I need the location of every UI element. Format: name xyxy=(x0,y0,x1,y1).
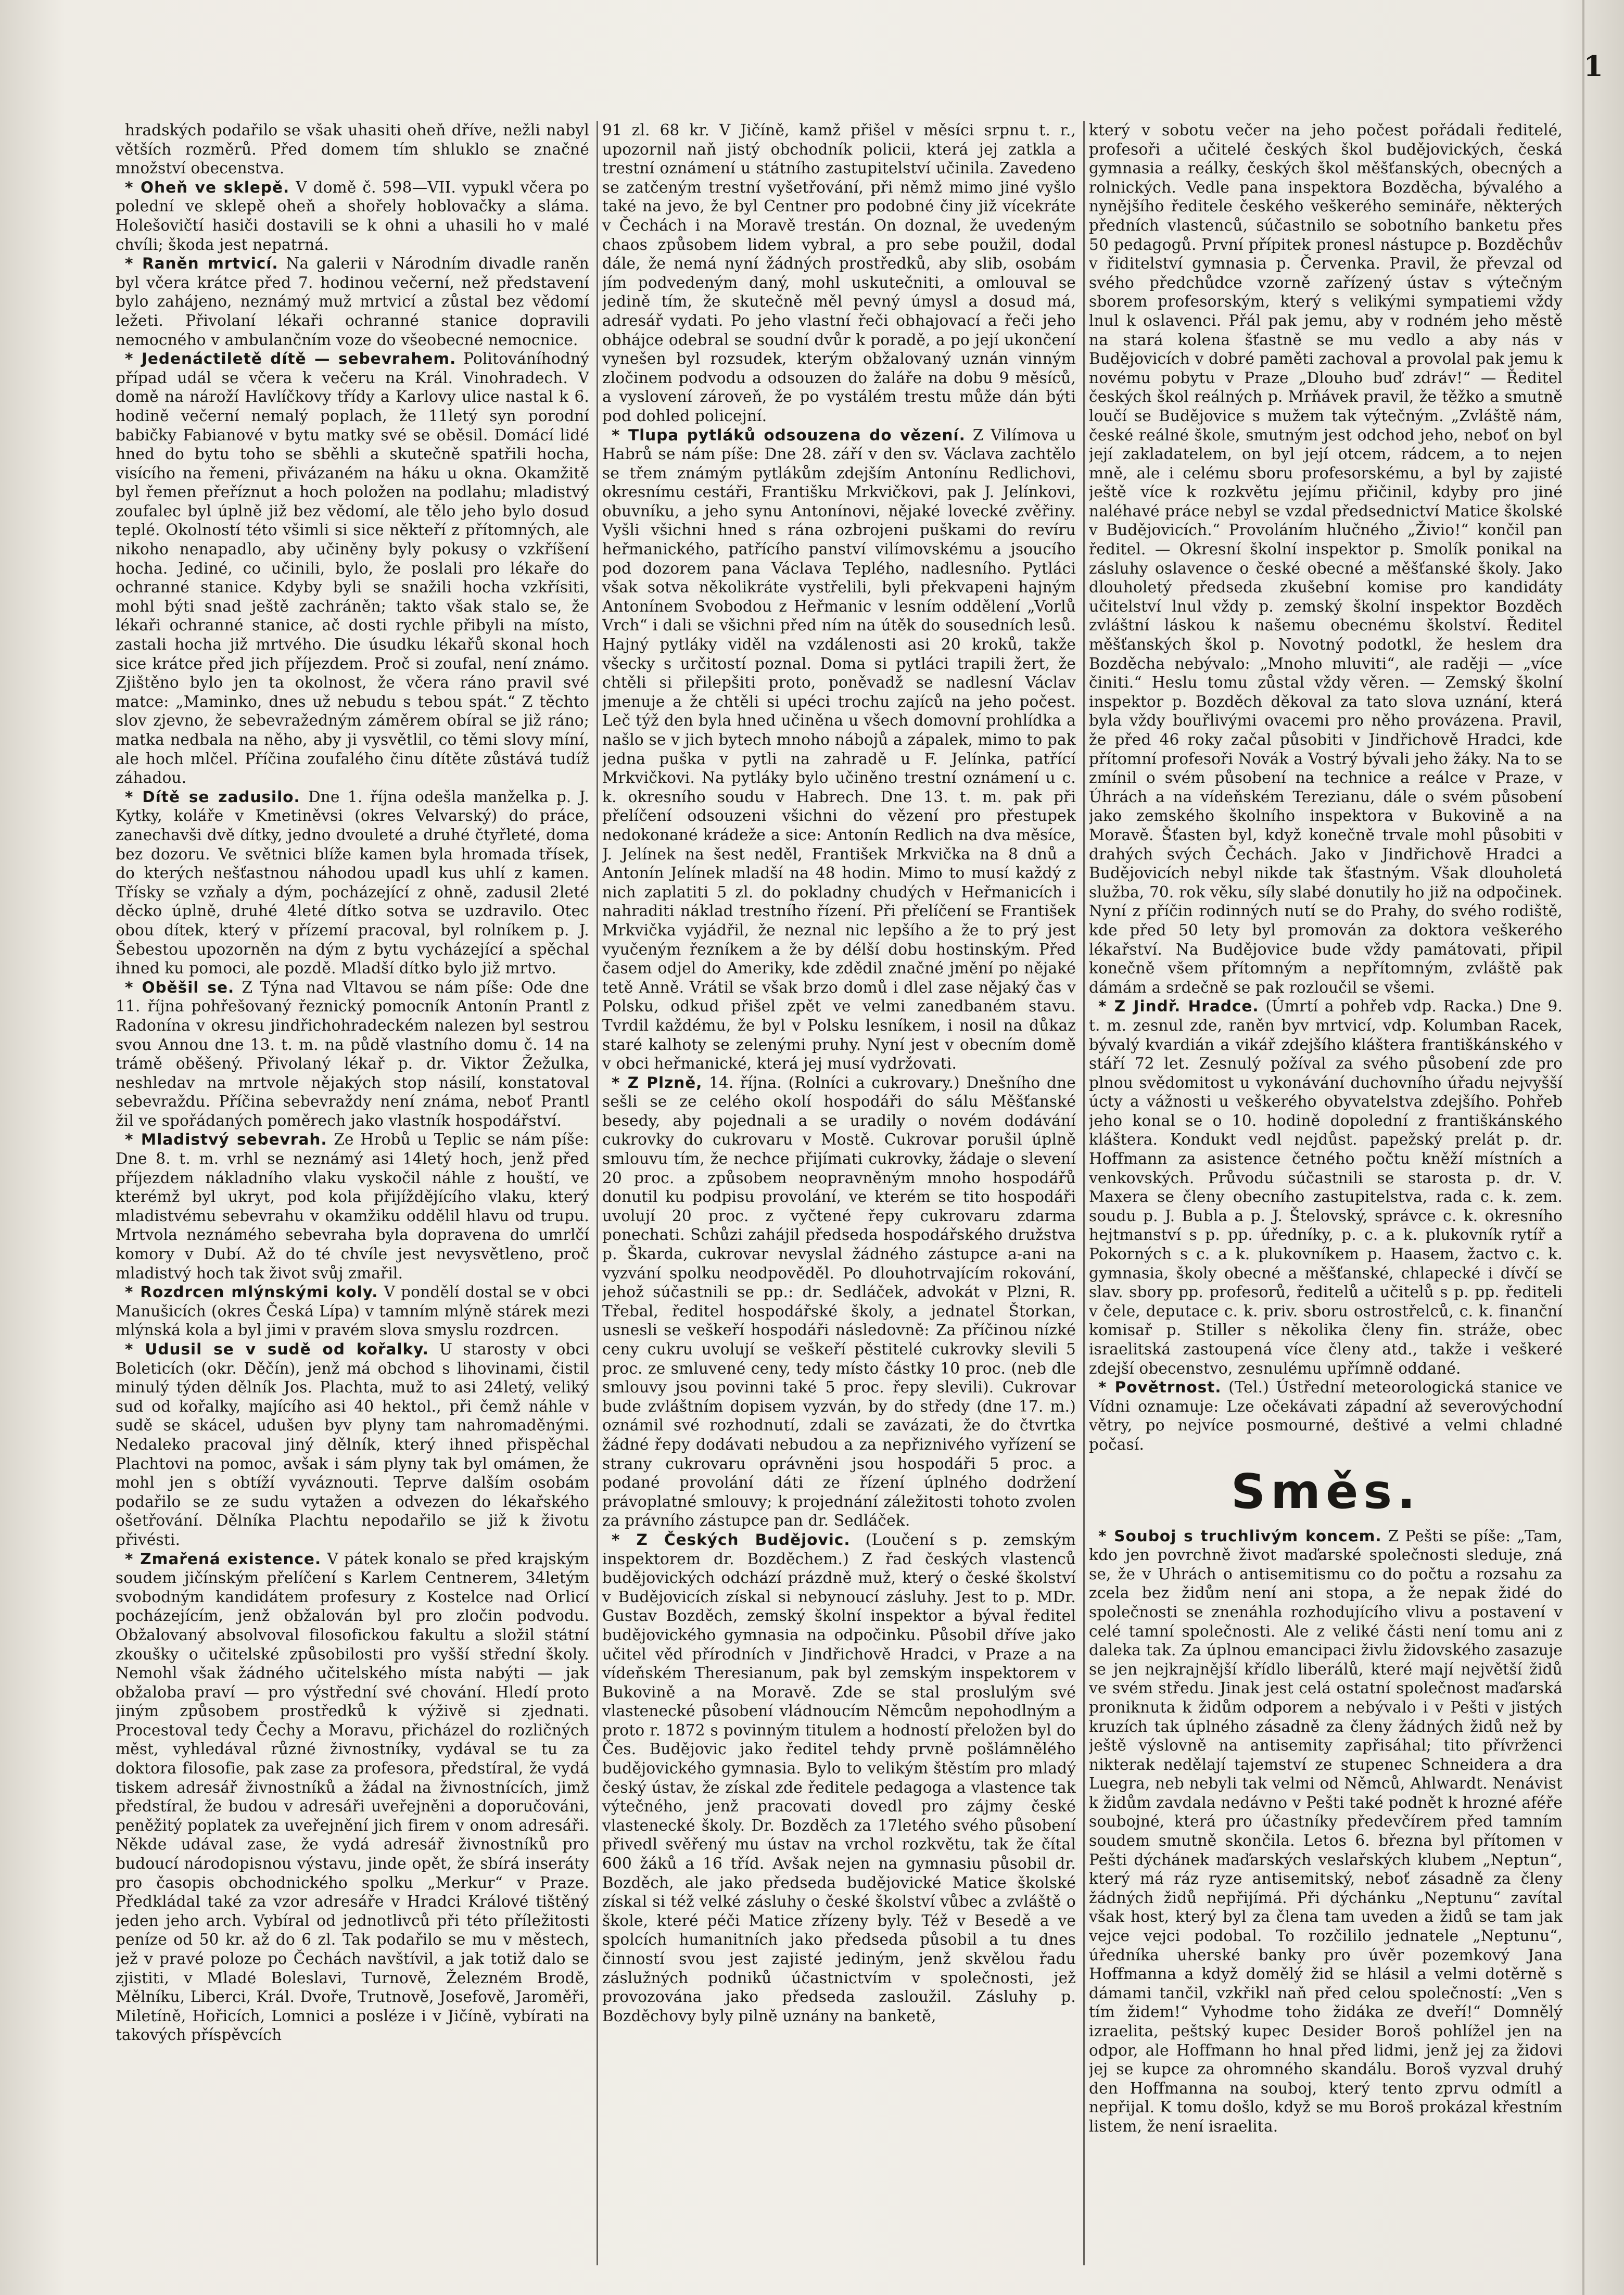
article-paragraph xyxy=(116,349,589,788)
article-paragraph xyxy=(116,788,589,978)
article-headline: * Z Českých Budějovic. xyxy=(612,1530,851,1549)
article-paragraph xyxy=(116,121,589,178)
article-text: Na galerii v Národním divadle raněn byl včera krátce před 7. hodinou večerní, než představení bylo zahájeno, neznámý muž mrtvicí a zůstal bez vědomí ležeti. Přivolaní lékaři ochranné stanice dopravili nemocného v ambulančním voze do všeobecné nemocnice. xyxy=(116,255,589,349)
article-headline: * Zmařená existence. xyxy=(125,1550,322,1568)
article-paragraph xyxy=(602,1530,1076,2025)
article-paragraph xyxy=(602,121,1076,426)
article-text: Z Vilímova u Habrů se nám píše: Dne 28. září v den sv. Václava zachtělo se třem známým pytlákům zdejším Antonínu Redlichovi, okresnímu cestáři, Františku Mrkvičkovi, pak J. Jelínkovi, obuvníku, a jeho synu Antonínovi, nějaké lovecké zvěřiny. Vyšli všichni hned s rána ozbrojeni puškami do revíru heřmanického, patřícího panství vilímovskému a jsoucího pod dozorem pana Václava Teplého, nadlesního. Pytláci však sotva několikráte vystřelili, byli překvapeni hajným Antonínem Svobodou z Heřmanic v lesním oddělení „Vorlů Vrch“ i dali se všichni před ním na útěk do sousedních lesů. Hajný pytláky viděl na vzdálenosti asi 20 kroků, takže všecky s určitostí poznal. Doma si pytláci trapili žert, že chtěli si přilepšiti proto, poněvadž se nadlesní Václav jmenuje a že chtěli si upéci trochu zajíců na jeho počest. Leč týž den byla hned učiněna u všech domovní prohlídka a našlo se v jich bytech mnoho nábojů a zápalek, mimo to pak jedna puška v pytli na zahradě u F. Jelínka, patřící Mrkvičkovi. Na pytláky bylo učiněno trestní oznámení u c. k. okresního soudu v Habrech. Dne 13. t. m. pak při přelíčení odsouzeni všichni do vězení pro přestupek nedokonané krádeže a sice: Antonín Redlich na dva měsíce, J. Jelínek na šest neděl, František Mrkvička na 8 dnů a Antonín Jelínek mladší na 48 hodin. Mimo to musí každý z nich zaplatiti 5 zl. do pokladny chudých v Heřmanicích i nahraditi náklad trestního řízení. Při přelíčení se František Mrkvička vyjádřil, že neznal nic lepšího a že to prý jest vyučeným řezníkem a že by délší dobu hostinským. Před časem odjel do Ameriky, kde zdědil značné jmění po nějaké tetě Anně. Vrátil se však brzo domů i dlel zase nějaký čas v Polsku, odkud přišel zpět ve velmi zanedbaném stavu. Tvrdil každému, že byl v Polsku lesníkem, i nosil na důkaz staré kalhoty se zelenými pruhy. Nyní jest v obecním domě v obci heřmanické, která jej musí vydržovati. xyxy=(602,426,1076,1073)
article-text: (Loučení s p. zemským inspektorem dr. Bozděchem.) Z řad českých vlastenců budějovických odchází prázdně muž, který o české školství v Budějovicích získal si nebynoucí zásluhy. Jest to p. MDr. Gustav Bozděch, zemský školní inspektor a býval ředitel budějovického gymnasia na odpočinku. Působil dříve jako učitel věd přírodních v Jindřichově Hradci, v Praze a na vídeňském Theresianum, pak byl zemským inspektorem v Bukovině a na Moravě. Zde se stal proslulým své vlastenecké působení vládnoucím Němcům nepohodlným a proto r. 1872 s povinným titulem a hodností přeložen byl do Čes. Budějovic jako ředitel tehdy prvně pošlámnělého budějovického gymnasia. Bylo to velikým štěstím pro mladý český ústav, že získal zde ředitele pedagoga a vlastence tak výtečného, jenž pracovati dovedl pro zájmy české vlastenecké školy. Dr. Bozděch za 17letého svého působení přivedl svěřený mu ústav na vrchol rozkvětu, tak že čítal 600 žáků a 16 tříd. Avšak nejen na gymnasiu působil dr. Bozděch, ale jako předseda budějovické Matice školské získal si též velké zásluhy o české školství vůbec a zvláště o škole, které péči Matice zřízeny byly. Též v Besedě a ve spolcích humanitních jako předseda působil a tu dnes činností svou jest zajisté jediným, jenž skvělou řadu záslužných podniků účastnictvím v společnosti, jež provozována jako předseda zasloužil. Zásluhy p. Bozděchovy byly pilně uznány na banketě, xyxy=(602,1530,1076,2025)
article-text: který v sobotu večer na jeho počest pořádali ředitelé, profesoři a učitelé českých škol budějovických, česká gymnasia a reálky, českých škol měšťanských, obecných a rolnických. Vedle pana inspektora Bozděcha, bývalého a nynějšího ředitele českého veškerého semináře, některých předních vlastenců, súčastnilo se sobotního banketu přes 50 pedagogů. První přípitek pronesl nástupce p. Bozděchův v řiditelství gymnasia p. Červenka. Pravil, že převzal od svého předchůdce vzorně zařízený ústav s výtečným sborem profesorským, který s velikými sympatiemi vždy lnul k oslavenci. Přál pak jemu, aby v rodném jeho městě na stará kolena šťastně se mu vedlo a aby nás v Budějovicích v dobré paměti zachoval a provolal pak jemu k novému pobytu v Praze „Dlouho buď zdráv!“ — Ředitel českých škol reálných p. Mrňávek pravil, že těžko a smutně loučí se Budějovice s mužem tak výtečným. „Zvláště nám, české reálné škole, smutným jest odchod jeho, neboť on byl její zakladatelem, on byl její otcem, rádcem, a to nejen mně, ale i celému sboru profesorskému, a byl by zajisté ještě více k rozkvětu jejímu přičinil, kdyby pro jiné naléhavé práce nebyl se vzdal předsednictví Matice školské v Budějovicích.“ Provoláním hlučného „Živio!“ končil pan ředitel. — Okresní školní inspektor p. Smolík ponikal na zásluhy oslavence o české obecné a měšťanské školy. Jako dlouholetý předseda zkušební komise pro kandidáty učitelství lnul vždy p. zemský školní inspektor Bozděch zvláštní láskou k našemu obecnému školství. Ředitel měšťanských škol p. Novotný podotkl, že heslem dra Bozděcha nebývalo: „Mnoho mluviti“, ale raději — „více činiti.“ Heslu tomu zůstal vždy věren. — Zemský školní inspektor p. Bozděch děkoval za tato slova uznání, která byla vždy bouřlivými ovacemi pro něho provázena. Pravil, že před 46 roky začal působiti v Jindřichově Hradci, kde přítomní profesoři Novák a Vostrý bývali jeho žáky. Na to se zmínil o svém působení na technice a reálce v Praze, v Úhrách a na vídeňském Terezianu, dále o svém působení jako zemského školního inspektora v Bukovině a na Moravě. Šťasten byl, když konečně trvale mohl působiti v drahých svých Čechách. Jako v Jindřichově Hradci a Budějovicích nebyl nikde tak šťastným. Však dlouholetá služba, 70. rok věku, síly slabé donutily ho již na odpočinek. Nyní z příčin rodinných nutí se do Prahy, do svého rodiště, kde před 50 lety byl promován za doktora veškerého lékařství. Na Budějovice bude vždy památovati, připil konečně všem přítomným a nepřítomným, zvláště pak dámám a srdečně se pak rozloučil se všemi. xyxy=(1089,121,1563,996)
article-headline: * Jedenáctiletě dítě — sebevrahem. xyxy=(125,350,456,368)
column-1 xyxy=(116,121,589,2265)
article-text: hradských podařilo se však uhasiti oheň dříve, nežli nabyl větších rozměrů. Před domem tím shluklo se značné množství obecenstva. xyxy=(116,121,589,177)
column-2 xyxy=(602,121,1076,2265)
section-heading-smes: Směs. xyxy=(1230,1463,1421,1519)
scan-edge xyxy=(1582,0,1584,2295)
article-paragraph xyxy=(602,1073,1076,1530)
article-headline: * Udusil se v sudě od kořalky. xyxy=(125,1340,429,1358)
article-columns xyxy=(116,121,1573,2265)
article-headline: * Dítě se zadusilo. xyxy=(125,788,300,806)
article-text: Z Pešti se píše: „Tam, kdo jen povrchně život maďarské společnosti sleduje, zná se, že v Uhrách o antisemitismu co do počtu a rozsahu za zcela bez židům není ani stopa, a že nepak židé do společnosti se znenáhla rozhodujícího vlivu a postavení v celé tamní společnosti. Ale z veliké části není tomu ani z daleka tak. Za úplnou emancipaci živlu židovského zasazuje se jen nejkrajnější křídlo liberálů, které mají největší židů ve svém středu. Jinak jest celá ostatní společnost maďarská proniknuta k židům odporem a nebývalo i v Pešti v jistých kruzích tak úplného zásadně za členy žádných židů než by ještě výslovně na antisemity zapřisáhal; tito přívrženci nikterak nedělají tajemství ze stupenec Schneidera a dra Luegra, neb nebyli tak velmi od Němců, Ahlwardt. Nenávist k židům zavdala nedávno v Pešti také podnět k hrozné aféře soubojné, která pro účastníky předevčírem před tamním soudem smutně skončila. Letos 6. března byl přítomen v Pešti dýchánek maďarských veslařských klubem „Neptun“, který má ráz ryze antisemitský, neboť zásadně za členy žádných židů nepřijímá. Při dýchánku „Neptunu“ zavítal však host, který byl za člena tam uveden a židů se tam jak vejce vejci podobal. To rozčililo jednatele „Neptunu“, úředníka uherské banky pro úvěr pozemkový Jana Hoffmanna a když domělý žid se hlásil a velmi dotěrně s dámami tančil, vzkřikl naň před celou společností: „Ven s tím židem!“ Vyhodme toho židáka ze dveří!“ Domnělý izraelita, peštský kupec Desider Boroš pohlížel jen na odpor, ale Hoffmann ho hnal před lidmi, jenž jej za židovi jej se kupce za ohromného skandálu. Boroš vyzval druhý den Hoffmanna na souboj, který tento zprvu odmítl a nepřijal. K tomu došlo, když se mu Boroš prokázal křestním listem, že není israelita. xyxy=(1089,1527,1563,2135)
article-headline: * Tlupa pytláků odsouzena do vězení. xyxy=(612,426,966,444)
article-text: Z Týna nad Vltavou se nám píše: Ode dne 11. října pohřešovaný řeznický pomocník Antonín Prantl z Radonína v okresu jindřichohradeckém nalezen byl sestrou svou Annou dne 13. t. m. na půdě vlastního domu č. 14 na trámě oběšený. Přivolaný lékař p. dr. Viktor Žežulka, neshledav na mrtvole nějakých stop násilí, konstatoval sebevraždu. Příčina sebevraždy není známa, neboť Prantl žil ve spořádaných poměrech jako vlastník hospodářství. xyxy=(116,978,589,1130)
article-headline: * Z Jindř. Hradce. xyxy=(1098,997,1259,1016)
article-paragraph xyxy=(116,978,589,1131)
article-text: 14. října. (Rolníci a cukrovary.) Dnešního dne sešli se ze celého okolí hospodáři do sálu Měšťanské besedy, aby pojednali a se uradily o novém dodávání cukrovky do cukrovaru v Mostě. Cukrovar porušil úplně smlouvu tím, že nechce přijímati cukrovky, žádaje o slevení 20 proc. a způsobem neopravněným mnoho hospodářů donutil ku podpisu provolání, ve kterém se tito hospodáři uvolují 20 proc. z vyčtené řepy cukrovaru zdarma ponechati. Schůzi zahájil předseda hospodářského družstva p. Škarda, cukrovar nevyslal žádného zástupce a-ani na vyzvání spolku neodpověděl. Po dlouhotrvajícím rokování, jehož súčastnili se pp.: dr. Sedláček, advokát v Plzni, R. Třebal, ředitel hospodářské školy, a jednatel Štorkan, usnesli se veškeří hospodáři následovně: Za příčinou nízké ceny cukru uvolují se veškeří pěstitelé cukrovky slevili 5 proc. ze smluvené ceny, tedy místo částky 10 proc. (neb dle smlouvy jsou povinni také 5 proc. řepy slevili). Cukrovar bude zvláštním dopisem vyzván, by do středy (dne 17. m.) oznámil své rozhodnutí, zdali se zavázati, že do čtvrtka žádné řepy dodávati nebudou a za nepřiznivého vyřízení se strany cukrovaru oprávněni jsou hospodáři 5 proc. a podané provolání dáti ze řízení úplného dodržení právoplatné smlouvy; k projednání záležitosti tohoto zvolen za právního zástupce pan dr. Sedláček. xyxy=(602,1073,1076,1530)
article-headline: * Povětrnost. xyxy=(1098,1378,1222,1397)
article-text: U starosty v obci Boleticích (okr. Děčín), jenž má obchod s lihovinami, čistil minulý týden dělník Jos. Plachta, muž to asi 24letý, veliký sud od kořalky, majícího asi 40 hektol., při čemž náhle v sudě se skácel, udušen byv plyny tam nahromaděnými. Nedaleko pracoval jiný dělník, který ihned přispěchal Plachtovi na pomoc, avšak i sám plyny tak byl omámen, že mohl jen s obtíží vyváznouti. Teprve dalším osobám podařilo se ze sudu vytažen a odvezen do lékařského ošetřování. Dělníka Plachtu nepodařilo se již k životu přivésti. xyxy=(116,1340,589,1549)
article-paragraph xyxy=(1089,121,1563,997)
article-headline: * Oběšil se. xyxy=(125,978,235,996)
article-text: (Tel.) Ústřední meteorologická stanice ve Vídni oznamuje: Lze očekávati západní až severovýchodní větry, po nejvíce posmourné, deštivé a velmi chladné počasí. xyxy=(1089,1378,1563,1453)
article-headline: * Z Plzně, xyxy=(612,1073,703,1092)
article-text: Ze Hrobů u Teplic se nám píše: Dne 8. t. m. vrhl se neznámý asi 14letý hoch, jenž před příjezdem nákladního vlaku vyskočil náhle z houští, ve kterémž byl ukryt, pod kola přijíždějícího vlaku, který mladistvému sebevrahu v okamžiku oddělil hlavu od trupu. Mrtvola neznámého sebevraha byla dopravena do umrlčí komory v Dubí. Až do té chvíle jest nevysvětleno, proč mladistvý hoch tak život svůj zmařil. xyxy=(116,1131,589,1282)
article-paragraph xyxy=(116,1340,589,1550)
article-text: V pátek konalo se před krajským soudem jičínským přelíčení s Karlem Centnerem, 34letým svobodným kandidátem profesury z Kostelce nad Orlicí pocházejícím, jenž obžalován byl pro zločin podvodu. Obžalovaný absolvoval filosofickou fakultu a složil státní zkoušky o učitelské způsobilosti pro vyšší střední školy. Nemohl však žádného učitelského místa nabýti — jak obžaloba praví — pro výstřední své chování. Hledí proto jiným způsobem prostředků k výživě si zjednati. Procestoval tedy Čechy a Moravu, přicházel do rozličných měst, vyhledával různé živnostníky, vydával se tu za doktora filosofie, pak zase za profesora, předstíral, že vydá tiskem adresář živnostníků a žádal na živnostnících, jimž předstíral, že budou v adresáři uveřejněni a doporučováni, peněžitý poplatek za uveřejnění jich firem v onom adresáři. Někde udával zase, že vydá adresář živnostníků pro budoucí národopisnou výstavu, jinde opět, že sbírá inseráty pro časopis obchodnického spolku „Merkur“ v Praze. Předkládal také za vzor adresáře v Hradci Králové tištěný jeden jeho arch. Vybíral od jednotlivců při této příležitosti peníze od 50 kr. až do 6 zl. Tak podařilo se mu v městech, jež v pravé poloze po Čechách navštívil, a jak totiž dalo se zjistiti, v Mladé Boleslavi, Turnově, Železném Brodě, Mělníku, Liberci, Král. Dvoře, Trutnově, Josefově, Jaroměři, Miletíně, Hořicích, Lomnici a posléze i v Jičíně, vybírati na takových příspěvcích xyxy=(116,1550,589,2044)
article-text: Dne 1. října odešla manželka p. J. Kytky, koláře v Kmetiněvsi (okres Velvarský) do práce, zanechavši dvě dítky, jedno dvouleté a druhé čtyřleté, doma bez dozoru. Ve světnici blíže kamen byla hromada třísek, do kterých nešťastnou náhodou upadl kus uhlí z kamen. Třísky se vzňaly a dým, pocházející z ohně, zadusil 2leté děcko úplně, druhé 4leté dítko sotva se uzdravilo. Otec obou dítek, který v přízemí pracoval, byl rolníkem p. J. Šebestou upozorněn na dým z bytu vycházející a spěchal ihned ku pomoci, ale pozdě. Mladší dítko bylo již mrtvo. xyxy=(116,788,589,978)
article-paragraph xyxy=(116,1283,589,1340)
article-paragraph xyxy=(116,254,589,349)
article-headline: * Mladistvý sebevrah. xyxy=(125,1131,327,1149)
article-paragraph xyxy=(1089,1378,1563,1454)
article-text: 91 zl. 68 kr. V Jičíně, kamž přišel v měsíci srpnu t. r., upozornil naň jistý obchodník policii, která jej zatkla a trestní oznámení u státního zastupitelství učinila. Zavedeno se zatčeným trestní vyšetřování, při němž mimo jiné vyšlo také na jevo, že byl Centner pro podobné činy již vícekráte v Čechách i na Moravě trestán. On doznal, že uvedeným chaos způsobem lidem vybral, a pro sebe použil, dodal dále, že nemá nyní žádných prostředků, aby slib, osobám jím podvedeným daný, mohl uskutečniti, a omlouval se jedině tím, že skutečně měl pevný úmysl a dosud má, adresář vydati. Po jeho vlastní řeči obhajovací a řeči jeho obhájce odebral se soudní dvůr k poradě, a po její ukončení vynešen byl rozsudek, kterým obžalovaný uznán vinným zločinem podvodu a odsouzen do žaláře na dobu 9 měsíců, a vyslovení zároveň, že po vystálém trestu může dán býti pod dohled policejní. xyxy=(602,121,1076,425)
article-headline: * Souboj s truchlivým koncem. xyxy=(1098,1527,1382,1545)
article-paragraph xyxy=(602,426,1076,1073)
article-paragraph xyxy=(116,1550,589,2045)
article-headline: * Oheň ve sklepě. xyxy=(125,178,290,196)
page-number: 1 xyxy=(1583,49,1603,83)
article-text: V domě č. 598—VII. vypukl včera po polední ve sklepě oheň a shořely hoblovačky a sláma. Holešovičtí hasiči dostavili se k ohni a uhasili ho v malé chvíli; škoda jest nepatrná. xyxy=(116,178,589,253)
article-text: Politováníhodný případ udál se včera k večeru na Král. Vinohradech. V domě na nároží Havlíčkovy třídy a Karlovy ulice nastal k 6. hodině večerní nemalý poplach, že 11letý syn porodní babičky Fabianové v bytu matky své se oběsil. Domácí lidé hned do bytu toho se sběhli a skutečně spatřili hocha, visícího na řemeni, přivázaném na háku u okna. Okamžitě byl řemen přeříznut a hoch položen na podlahu; mladistvý zoufalec byl úplně již bez vědomí, ale tělo jeho bylo dosud teplé. Okolností této všimli si sice někteří z přítomných, ale nikoho nenapadlo, aby učiněny byly pokusy o vzkříšení hocha. Jediné, co učinili, bylo, že poslali pro lékaře do ochranné stanice. Kdyby byli se snažili hocha vzkřísiti, mohl býti snad ještě zachráněn; takto však stalo se, že lékaři ochranné stanice, ač dosti rychle přibyli na místo, zastali hocha již mrtvého. Die úsudku lékařů skonal hoch sice krátce před jich příjezdem. Proč si zoufal, není známo. Zjištěno bylo jen ta okolnost, že včera ráno pravil své matce: „Maminko, dnes už nebudu s tebou spát.“ Z těchto slov zjevno, že sebevražedným záměrem obíral se již ráno; matka nedbala na něho, aby ji vysvětlil, co těmi slovy míní, ale hoch mlčel. Příčina zoufalého činu dítěte zůstává tudíž záhadou. xyxy=(116,350,589,787)
article-paragraph xyxy=(116,1130,589,1283)
article-text: V pondělí dostal se v obci Manušicích (okres Česká Lípa) v tamním mlýně stárek mezi mlýnská kola a byl jimi v pravém slova smyslu rozdrcen. xyxy=(116,1283,589,1339)
article-headline: * Rozdrcen mlýnskými koly. xyxy=(125,1283,378,1301)
column-3 xyxy=(1089,121,1563,2265)
article-paragraph xyxy=(116,178,589,254)
article-headline: * Raněn mrtvicí. xyxy=(125,255,278,273)
article-text: (Úmrtí a pohřeb vdp. Racka.) Dne 9. t. m. zesnul zde, raněn byv mrtvicí, vdp. Kolumban Racek, bývalý kvardián a vikář zdejšího kláštera františkánského v stáří 72 let. Zesnulý požíval za svého působení zde pro plnou svědomitost u vykonávání duchovního úřadu nejvyšší úcty a vážnosti u veškerého obyvatelstva zdejšího. Pohřeb jeho konal se o 10. hodině dopolední z františkánského kláštera. Kondukt vedl nejdůst. papežský prelát p. dr. Hoffmann za asistence četného počtu kněží místních a venkovských. Průvodu súčastnili se starosta p. dr. V. Maxera se členy obecního zastupitelstva, rada c. k. zem. soudu p. J. Bubla a p. J. Štelovský, správce c. k. okresního hejtmanství s p. pp. úředníky, p. c. a k. plukovník rytíř a Pokorných s c. a k. plukovníkem p. Haasem, žactvo c. k. gymnasia, školy obecné a měšťanské, chlapecké i dívčí se slav. sbory pp. profesorů, ředitelů a učitelů s p. pp. řediteli v čele, deputace c. k. priv. sboru ostrostřelců, c. k. finanční komisař p. Stiller s několika členy fin. stráže, obec israelitská zastoupená více členy atd., takže i veškeré zdejší obecenstvo, zesnulému upřímně oddané. xyxy=(1089,997,1563,1377)
article-paragraph xyxy=(1089,1527,1563,2136)
article-paragraph xyxy=(1089,997,1563,1378)
